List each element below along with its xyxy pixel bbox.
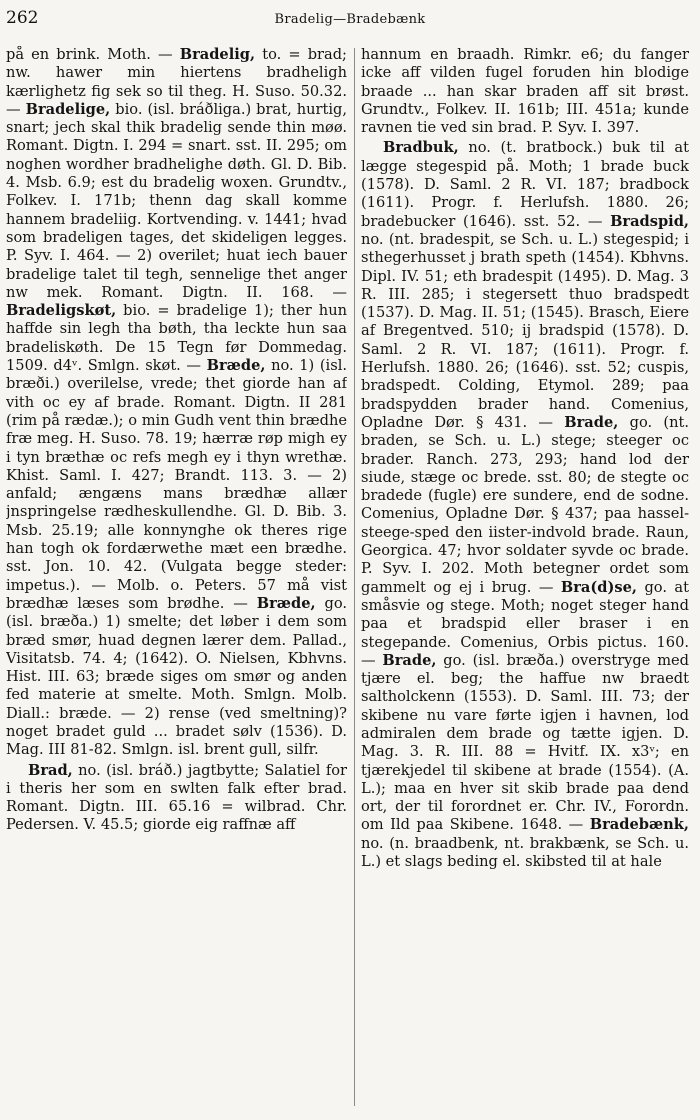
entry-text: bio. (isl. bráðliga.) brat, hurtig, snart; jech skal thik bradelig sende thin møø. Romant. Digtn. I. 294 = snart. sst. II. 295; om noghen wordher bradhelighe døth. Gl. D. Bib. 4. Msb. 6.9; est du bradelig woxen. Grundtv., Folkev. I. 171b; thenn dag skall komme hannem bradeliig. Kortvending. v. 1441; hvad som bradeligen tages, det skideligen legges. P. Syv. I. 464. — 2) overilet; huat iech bauer bradelige talet til tegh, sennelige thet anger nw mek. Romant. Digtn. II. 168. — [6,100,347,301]
entry-text: no. (isl. bráð.) jagtbytte; Salatiel for i theris her som en swlten falk efter brad. Romant. Digtn. III. 65.16 = wilbrad. Chr. Pedersen. V. 45.5; giorde eig raffnæ aff [6,761,347,834]
entry-text: to. = brad; nw. hawer min hiertens bradheligh kærlighetz fig sek so til theg. H. Suso. 50.32. — [6,46,347,118]
headword: Bradebænk, [589,816,689,834]
dictionary-entry [361,139,689,871]
entry-text: go. at småsvie og stege. Moth; noget steger hand paa et bradspid eller braser i en stegepande. Comenius, Orbis pictus. 160. — [361,578,689,669]
dictionary-entry [6,46,347,760]
entry-text: hannum en braadh. Rimkr. e6; du fanger icke aff vilden fugel foruden hin blodige braade ... han skar braden aff sit brøst. Grundtv., Folkev. II. 161b; III. 451a; kunde ravnen tie ved sin brad. P. Syv. I. 397. [361,46,689,137]
dictionary-entry [6,762,347,835]
entry-text: go. (nt. braden, se Sch. u. L.) stege; steeger oc brader. Ranch. 273, 293; hand lod der siude, stæge oc brede. sst. 80; de stegte oc bradede (fugle) ere sundere, end de sodne. Comenius, Opladne Dør. § 437; paa hassel-steege-sped den iister-indvold brade. Raun, Georgica. 47; hvor soldater syvde oc brade. P. Syv. I. 202. Moth betegner ordet som gammelt og ej i brug. — [361,413,689,596]
headword: Brade, [564,413,619,431]
page-header [0,4,700,32]
entry-text: på en brink. Moth. — [6,46,180,63]
entry-text: no. 1) (isl. bræði.) overilelse, vrede; thet giorde han af vith oc ey af brade. Romant. Digtn. II 281 (rim på rædæ.); o min Gudh vent thin brædhe fræ meg. H. Suso. 78. 19; hærræ røp migh ey i tyn bræthæ oc refs megh ey i thyn wrethæ. Khist. Saml. I. 427; Brandt. 113. 3. — 2) anfald; ængæns mans brædhæ allær jnspringelse rædheskullendhe. Gl. D. Bib. 3. Msb. 25.19; alle konnynghe ok theres rige han togh ok fordærwethe mæt een brædhe. sst. Jon. 10. 42. (Vulgata begge steder: impetus.). — Molb. o. Peters. 57 må vist brædhæ læses som brødhe. — [6,357,347,612]
headword: Bradelig, [179,46,256,63]
left-column [6,46,347,1112]
headword: Bradelige, [25,100,111,118]
right-column [361,46,689,1112]
headword: Bra(d)se, [560,578,637,596]
entry-text: no. (t. bratbock.) buk til at lægge stegespid på. Moth; 1 brade buck (1578). D. Saml. 2 R. VI. 187; bradbock (1611). Progr. f. Herlufsh. 1880. 26; bradebucker (1646). sst. 52. — [361,139,689,230]
entry-text: bio. = bradelige 1); ther hun haffde sin legh tha bøth, tha leckte hun saa bradeliskøth. De 15 Tegn før Dommedag. 1509. d4ᵛ. Smlgn. skøt. — [6,302,347,375]
entry-text: no. (nt. bradespit, se Sch. u. L.) stegespid; i sthegerhusset j brath speth (1454). Kbhvns. Dipl. IV. 51; eth bradespit (1495). D. Mag. 3 R. III. 285; i stegersett thuo bradspedt (1537). D. Mag. II. 51; (1545). Brasch, Eiere af Bregentved. 510; ij bradspid (1578). D. Saml. 2 R. VI. 187; (1611). Progr. f. Herlufsh. 1880. 26; (1646). sst. 52; cuspis, bradspedt. Colding, Etymol. 289; paa bradspydden brader hand. Comenius, Opladne Dør. § 431. — [361,230,689,431]
headword: Brad, [28,761,73,779]
headword: Bradeligskøt, [6,302,117,320]
entry-text: go. (isl. bræða.) overstryge med tjære el. beg; the haffue nw braedt saltholckenn (1553). D. Saml. III. 73; der skibene nu vare førte igjen i havnen, lod admiralen dem brade og tætte igjen. D. Mag. 3. R. III. 88 = Hvitf. IX. x3ᵛ; en tjærekjedel til skibene at brade (1554). (A. L.); maa en hver sit skib brade paa dend ort, der til forordnet er. Chr. IV., Forordn. om Ild paa Skibene. 1648. — [361,651,689,834]
headword: Bradbuk, [383,139,459,157]
entry-text: no. (n. braadbenk, nt. brakbænk, se Sch. u. L.) et slags beding el. skibsted til at hale [361,834,689,871]
column-divider [354,48,355,1106]
entry-text: go. (isl. bræða.) 1) smelte; det løber i dem som bræd smør, huad degnen lærer dem. Pallad., Visitatsb. 74. 4; (1642). O. Nielsen, Kbhvns. Hist. III. 63; bræde siges om smør og anden fed materie at smelte. Moth. Smlgn. Molb. Diall.: bræde. — 2) rense (ved smeltning)? noget bradet guld ... bradet sølv (1536). D. Mag. III 81-82. Smlgn. isl. brent gull, silfr. [6,594,347,759]
running-head: Bradelig—Bradebænk [274,12,426,27]
dictionary-entry [361,46,689,137]
headword: Bræde, [256,594,316,612]
headword: Bradspid, [610,212,689,230]
page-number: 262 [6,8,39,28]
headword: Brade, [382,651,437,669]
headword: Bræde, [206,357,266,375]
